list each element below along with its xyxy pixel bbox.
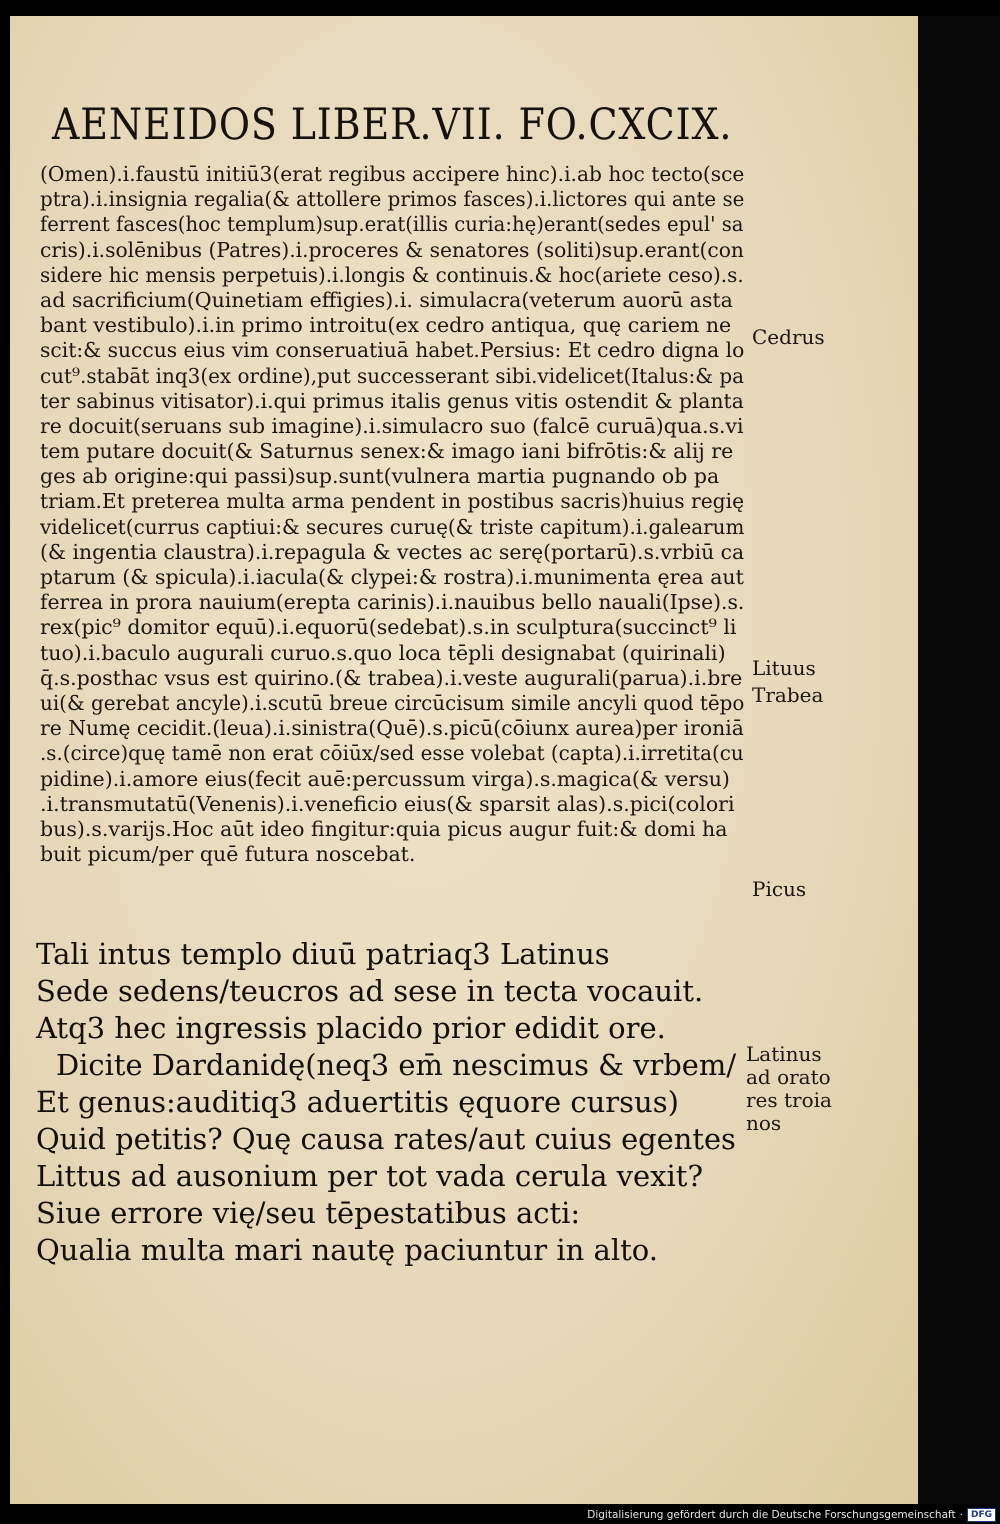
verse-line: Qualia multa mari nautę paciuntur in alto. <box>36 1233 658 1267</box>
commentary-line: tem putare docuit(& Saturnus senex:& imago iani bifrōtis:& alij re <box>40 439 734 464</box>
commentary-line: ter sabinus vitisator).i.qui primus italis genus vitis ostendit & planta <box>40 388 744 413</box>
verse-line: Dicite Dardanidę(neq3 em̄ nescimus & vrbem/ <box>55 1048 737 1082</box>
commentary-line: ui(& gerebat ancyle).i.scutū breue circūcisum simile ancyli quod tēpo <box>40 690 745 715</box>
marginal-note-line: nos <box>746 1111 782 1135</box>
running-head: AENEIDOS LIBER.VII. FO.CXCIX. <box>52 100 733 150</box>
commentary-line: .s.(circe)quę tamē non erat cōiūx/sed esse volebat (capta).i.irretita(cu <box>40 741 744 766</box>
marginal-note-lituus: Lituus <box>752 656 816 680</box>
commentary-line: sidere hic mensis perpetuis).i.longis & continuis.& hoc(ariete ceso).s. <box>40 262 744 287</box>
verse-line: Sede sedens/teucros ad sese in tecta vocauit. <box>36 974 704 1008</box>
commentary-line: (Omen).i.faustū initiū3(erat regibus accipere hinc).i.ab hoc tecto(sce <box>40 162 745 186</box>
verse-line: Et genus:auditiq3 aduertitis ęquore cursus) <box>36 1085 679 1119</box>
commentary-line: cut⁹.stabāt inq3(ex ordine),put successerant sibi.videlicet(Italus:& pa <box>40 363 745 388</box>
commentary-line: pidine).i.amore eius(fecit auē:percussum virga).s.magica(& versu) <box>40 766 730 791</box>
commentary-line: ptra).i.insignia regalia(& attollere primos fasces).i.lictores qui ante se <box>40 187 745 212</box>
commentary-line: bus).s.varijs.Hoc aūt ideo fingitur:quia picus augur fuit:& domi ha <box>40 816 728 841</box>
verse-block <box>36 936 736 1269</box>
verse-line: Littus ad ausonium per tot vada cerula vexit? <box>36 1159 703 1193</box>
commentary-line: videlicet(currus captiui:& secures curuę(& triste capitum).i.galearum <box>40 514 745 539</box>
verse-line: Atq3 hec ingressis placido prior edidit ore. <box>36 1011 666 1045</box>
commentary-line: ferrent fasces(hoc templum)sup.erat(illis curia:hę)erant(sedes epul' sa <box>40 212 744 237</box>
verse-line: Tali intus templo diuū patriaq3 Latinus <box>36 937 610 971</box>
commentary-line: rex(pic⁹ domitor equū).i.equorū(sedebat).s.in sculptura(succinct⁹ li <box>40 615 737 640</box>
commentary-line: buit picum/per quē futura noscebat. <box>40 842 416 867</box>
commentary-line: q̄.s.posthac vsus est quirino.(& trabea).i.veste augurali(parua).i.bre <box>40 665 743 690</box>
commentary-line: tuo).i.baculo augurali curuo.s.quo loca tēpli designabat (quirinali) <box>40 640 726 665</box>
commentary-line: bant vestibulo).i.in primo introitu(ex cedro antiqua, quę cariem ne <box>40 313 732 338</box>
commentary-line: cris).i.solēnibus (Patres).i.proceres & senatores (soliti)sup.erant(con <box>40 237 744 262</box>
commentary-line: .i.transmutatū(Venenis).i.veneficio eius(& sparsit alas).s.pici(colori <box>40 791 735 816</box>
marginal-note-trabea: Trabea <box>752 683 824 707</box>
commentary-line: triam.Et preterea multa arma pendent in postibus sacris)huius regię <box>40 489 745 514</box>
commentary-line: re docuit(seruans sub imagine).i.simulacro suo (falcē curuā)qua.s.vi <box>40 413 744 438</box>
marginal-note-cedrus: Cedrus <box>752 325 825 349</box>
commentary-block <box>40 162 746 867</box>
marginal-note-line: ad orato <box>746 1065 831 1089</box>
commentary-line: re Numę cecidit.(leua).i.sinistra(Quē).s.picū(cōiunx aurea)per ironiā <box>40 716 744 741</box>
commentary-line: ges ab origine:qui passi)sup.sunt(vulnera martia pugnando ob pa <box>40 464 720 489</box>
commentary-line: ptarum (& spicula).i.iacula(& clypei:& rostra).i.munimenta ęrea aut <box>40 565 744 589</box>
digitization-credit: Digitalisierung gefördert durch die Deutsche Forschungsgemeinschaft · DFG <box>587 1507 996 1523</box>
scan-border <box>918 16 1000 1504</box>
commentary-line: ferrea in prora nauium(erepta carinis).i.nauibus bello nauali(Ipse).s. <box>40 590 745 615</box>
dfg-logo: DFG <box>967 1508 996 1522</box>
marginal-note-latinus <box>746 1043 832 1135</box>
commentary-line: ad sacrificium(Quinetiam effigies).i. simulacra(veterum auorū asta <box>40 287 733 312</box>
commentary-line: (& ingentia claustra).i.repagula & vectes ac serę(portarū).s.vrbiū ca <box>40 539 745 564</box>
credit-text: Digitalisierung gefördert durch die Deutsche Forschungsgemeinschaft <box>587 1509 956 1521</box>
marginal-note-picus: Picus <box>752 877 807 901</box>
commentary-line: scit:& succus eius vim conseruatiuā habet.Persius: Et cedro digna lo <box>40 338 745 363</box>
marginal-note-line: res troia <box>746 1088 832 1112</box>
verse-line: Quid petitis? Quę causa rates/aut cuius egentes <box>36 1122 736 1156</box>
verse-line: Siue errore vię/seu tēpestatibus acti: <box>36 1196 581 1230</box>
marginal-note-line: Latinus <box>746 1042 822 1066</box>
